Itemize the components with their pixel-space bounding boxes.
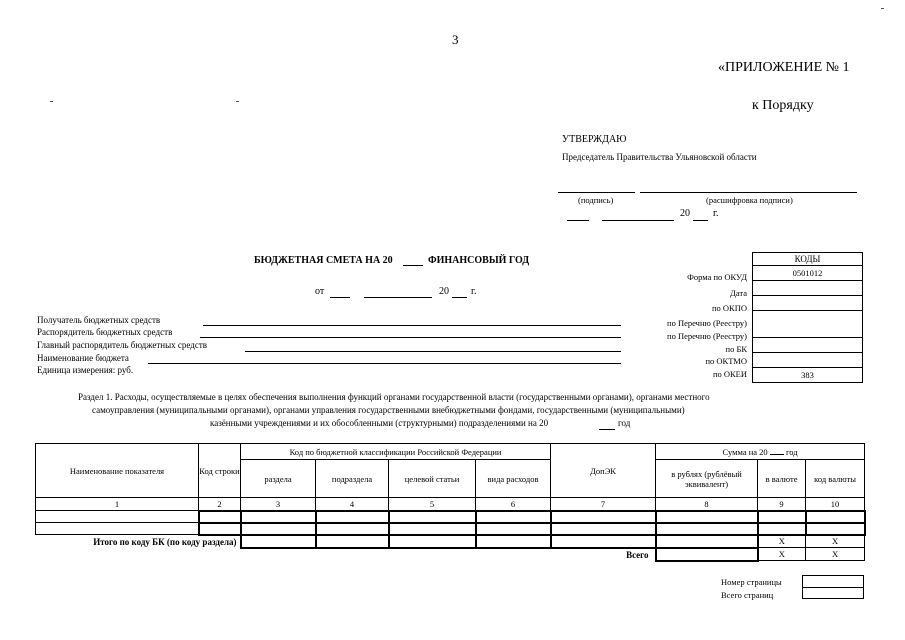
sum-header	[656, 444, 865, 460]
col-target-header: целевой статьи	[389, 460, 476, 498]
pages-total-box[interactable]	[802, 588, 864, 599]
col-number: 8	[656, 498, 758, 511]
date-from-label: от	[315, 286, 325, 297]
x-mark: X	[758, 548, 806, 561]
cell[interactable]	[758, 523, 806, 535]
approve-month-line	[602, 220, 674, 221]
field-main-distributor: Главный распорядитель бюджетных средств	[37, 340, 207, 350]
approve-label: УТВЕРЖДАЮ	[562, 134, 627, 145]
expenses-table	[35, 443, 866, 562]
bk-value[interactable]	[753, 338, 863, 353]
cell[interactable]	[241, 535, 316, 548]
page-number: 3	[452, 32, 459, 47]
date-suffix: г.	[471, 286, 477, 297]
x-mark: X	[758, 535, 806, 548]
page-number-box[interactable]	[802, 575, 864, 588]
cell[interactable]	[656, 548, 758, 561]
date-day-line	[330, 297, 350, 298]
okud-label: Форма по ОКУД	[687, 272, 747, 282]
signature-line	[558, 192, 635, 193]
x-mark: X	[806, 535, 865, 548]
sum-header-suffix: год	[785, 446, 798, 457]
col-number: 1	[36, 498, 199, 511]
date-code-label: Дата	[730, 288, 747, 298]
col-number: 2	[199, 498, 241, 511]
decode-line	[640, 192, 857, 193]
okpo-label: по ОКПО	[711, 303, 747, 313]
cell[interactable]	[656, 535, 758, 548]
bk-label: по БК	[725, 344, 747, 354]
approve-year-suffix: г.	[713, 208, 719, 219]
date-code-value[interactable]	[753, 281, 863, 296]
scan-mark	[236, 101, 239, 102]
cell[interactable]	[551, 511, 656, 523]
col-number: 6	[476, 498, 551, 511]
oktmo-label: по ОКТМО	[705, 356, 747, 366]
table-row	[36, 511, 865, 523]
estimate-heading: БЮДЖЕТНАЯ СМЕТА НА 20	[254, 255, 393, 266]
okud-value[interactable]: 0501012	[753, 266, 863, 281]
page-number-label: Номер страницы	[721, 577, 782, 587]
total-row	[36, 548, 865, 561]
oktmo-value[interactable]	[753, 353, 863, 368]
field-main-distributor-line[interactable]	[245, 351, 621, 352]
cell[interactable]	[806, 511, 865, 523]
approve-position: Председатель Правительства Ульяновской области	[562, 152, 757, 162]
sum-header-text: Сумма на 20	[722, 446, 768, 457]
okpo-value[interactable]	[753, 296, 863, 311]
cell[interactable]	[316, 511, 389, 523]
col-name-header: Наименование показателя	[36, 444, 199, 498]
registry-label-2: по Перечню (Реестру)	[667, 331, 747, 341]
cell[interactable]	[241, 523, 316, 535]
total-bk-row	[36, 535, 865, 548]
approve-day-line	[567, 220, 589, 221]
field-recipient: Получатель бюджетных средств	[37, 315, 161, 325]
field-budget-name: Наименование бюджета	[37, 353, 129, 363]
col-number: 3	[241, 498, 316, 511]
field-distributor-line[interactable]	[200, 337, 621, 338]
field-distributor: Распорядитель бюджетных средств	[37, 327, 173, 337]
date-year-line	[452, 297, 467, 298]
cell[interactable]	[36, 523, 199, 535]
cell[interactable]	[758, 511, 806, 523]
field-unit: Единица измерения: руб.	[37, 365, 134, 375]
scan-mark	[50, 101, 53, 102]
cell[interactable]	[806, 523, 865, 535]
col-code-header: Код строки	[199, 444, 241, 498]
cell[interactable]	[389, 511, 476, 523]
sum-year-line	[770, 454, 784, 455]
cell[interactable]	[199, 511, 241, 523]
codes-header: КОДЫ	[753, 253, 863, 266]
col-number: 4	[316, 498, 389, 511]
col-number: 10	[806, 498, 865, 511]
cell[interactable]	[316, 523, 389, 535]
cell[interactable]	[316, 535, 389, 548]
cell[interactable]	[656, 523, 758, 535]
cell[interactable]	[199, 523, 241, 535]
registry-label-1: по Перечню (Реестру)	[667, 318, 747, 328]
appendix-subtitle: к Порядку	[752, 98, 814, 113]
section-line-3: казёнными учреждениями и их обособленными (структурными) подразделениями на 20	[210, 418, 549, 428]
section-line-2: самоуправления (муниципальными органами), органами управления государственными внебюджетными фондами, государственными (муниципальными)	[92, 405, 685, 415]
date-year: 20	[439, 286, 449, 297]
cell[interactable]	[389, 523, 476, 535]
appendix-title: «ПРИЛОЖЕНИЕ № 1	[718, 60, 850, 75]
pages-total-label: Всего страниц	[721, 590, 774, 600]
cell[interactable]	[551, 535, 656, 548]
section-year-line	[599, 429, 615, 430]
x-mark: X	[806, 548, 865, 561]
sign-caption: (подпись)	[578, 195, 614, 205]
col-number: 5	[389, 498, 476, 511]
field-recipient-line[interactable]	[203, 325, 621, 326]
col-rub-header: в рублях (рублёвый эквивалент)	[656, 460, 758, 498]
codes-table	[752, 252, 863, 383]
cell[interactable]	[241, 511, 316, 523]
section-line-3-suffix: год	[618, 418, 631, 428]
estimate-heading-right: ФИНАНСОВЫЙ ГОД	[428, 255, 530, 266]
bk-header	[241, 444, 551, 460]
field-budget-name-line[interactable]	[148, 363, 621, 364]
col-currency-header: в валюте	[758, 460, 806, 498]
scan-mark	[881, 8, 884, 9]
okei-label: по ОКЕИ	[712, 369, 747, 379]
cell[interactable]	[656, 511, 758, 523]
cell[interactable]	[36, 511, 199, 523]
col-subsection-header: подраздела	[316, 460, 389, 498]
approve-year-line	[693, 220, 708, 221]
col-number: 9	[758, 498, 806, 511]
registry-value[interactable]	[753, 311, 863, 338]
col-section-header: раздела	[241, 460, 316, 498]
total-label: Всего	[626, 549, 649, 560]
cell[interactable]	[389, 535, 476, 548]
bk-header-text: Код по бюджетной классификации Российской Федерации	[289, 446, 502, 457]
col-currency-code-header: код валюты	[806, 460, 865, 498]
total-bk-label: Итого по коду БК (по коду раздела)	[93, 536, 237, 547]
section-line-1: Раздел 1. Расходы, осуществляемые в целях обеспечения выполнения функций органами государственной власти (государственными органами), органами местного	[78, 392, 710, 402]
col-number: 7	[551, 498, 656, 511]
cell[interactable]	[476, 523, 551, 535]
table-row	[36, 523, 865, 535]
date-month-line	[364, 297, 432, 298]
decode-caption: (расшифровка подписи)	[706, 195, 793, 205]
cell[interactable]	[476, 511, 551, 523]
cell[interactable]	[551, 523, 656, 535]
okei-value[interactable]: 383	[753, 368, 863, 383]
cell[interactable]	[476, 535, 551, 548]
heading-year-line	[403, 265, 423, 266]
col-expense-type-header: вида расходов	[476, 460, 551, 498]
approve-year: 20	[680, 208, 690, 219]
col-dopek-header: ДопЭК	[551, 444, 656, 498]
